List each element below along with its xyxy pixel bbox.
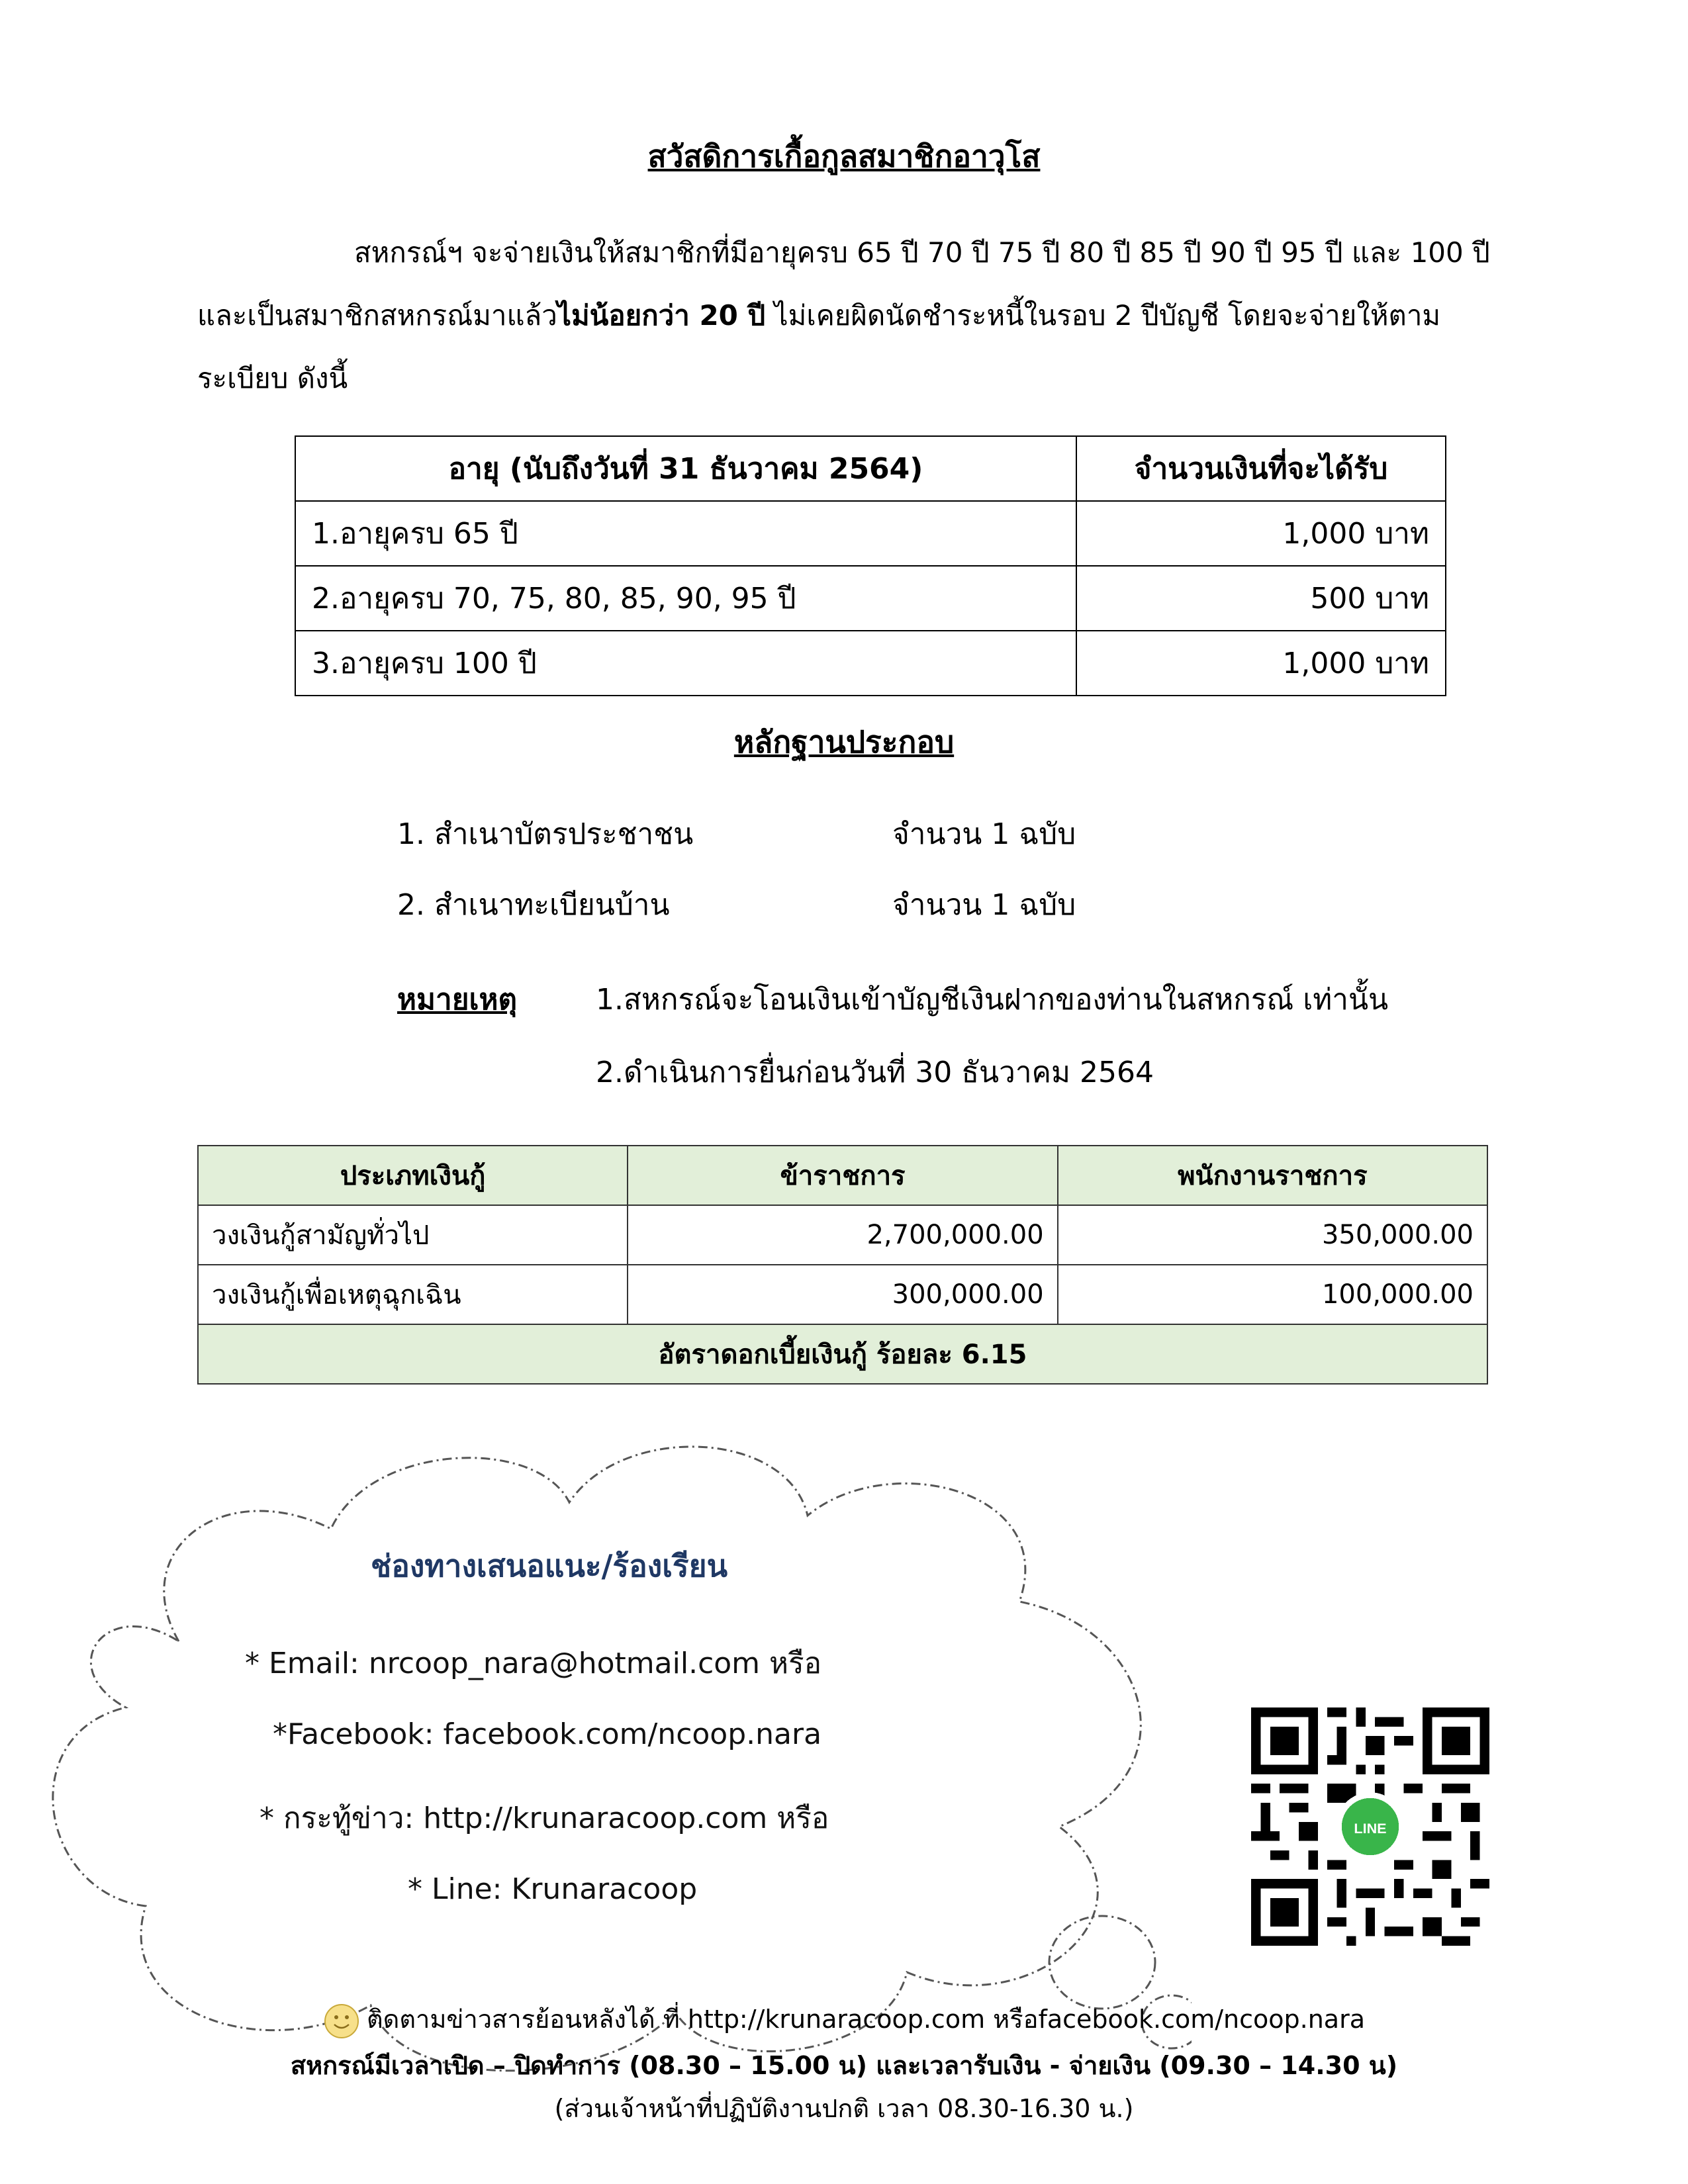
civil-servant-cell: 2,700,000.00 [628, 1205, 1057, 1265]
amount-cell: 500 บาท [1076, 566, 1446, 631]
document-qty: จำนวน 1 ฉบับ [892, 888, 1076, 922]
contact-webboard: * กระทู้ข่าว: http://krunaracoop.com หรือ [259, 1801, 829, 1835]
follow-news [0, 1999, 1688, 2040]
intro-line-2-start: และเป็นสมาชิกสหกรณ์มาแล้ว [197, 299, 557, 332]
loan-type-header: ประเภทเงินกู้ [198, 1146, 628, 1205]
intro-line-1: สหกรณ์ฯ จะจ่ายเงินให้สมาชิกที่มีอายุครบ 65 ปี 70 ปี 75 ปี 80 ปี 85 ปี 90 ปี 95 ปี และ 100 ปี [354, 236, 1490, 269]
page-title: สวัสดิการเกื้อกูลสมาชิกอาวุโส [647, 138, 1041, 174]
benefit-table [295, 435, 1446, 696]
line-logo-icon [1336, 1792, 1405, 1861]
line-qr-code [1251, 1707, 1489, 1946]
note-item: 1.สหกรณ์จะโอนเงินเข้าบัญชีเงินฝากของท่านในสหกรณ์ เท่านั้น [596, 983, 1389, 1017]
loan-table [197, 1145, 1488, 1385]
notes-label: หมายเหตุ [397, 983, 518, 1017]
table-row [198, 1324, 1487, 1384]
note-item: 2.ดำเนินการยื่นก่อนวันที่ 30 ธันวาคม 2564 [596, 1056, 1154, 1089]
smiley-icon [323, 2003, 360, 2040]
government-employee-cell: 100,000.00 [1058, 1265, 1487, 1324]
interest-rate-cell: อัตราดอกเบี้ยเงินกู้ ร้อยละ 6.15 [198, 1324, 1487, 1384]
loan-table-header [198, 1146, 1487, 1205]
intro-line-2-end: ไม่เคยผิดนัดชำระหนี้ในรอบ 2 ปีบัญชี โดยจะจ่ายให้ตาม [765, 299, 1441, 332]
cloud-callout [26, 1430, 1192, 2091]
contact-facebook: *Facebook: facebook.com/ncoop.nara [273, 1717, 822, 1751]
loan-type-cell: วงเงินกู้เพื่อเหตุฉุกเฉิน [198, 1265, 628, 1324]
staff-hours: (ส่วนเจ้าหน้าที่ปฏิบัติงานปกติ เวลา 08.30-16.30 น.) [554, 2094, 1134, 2123]
table-row [198, 1265, 1487, 1324]
table-row [198, 1205, 1487, 1265]
contact-line: * Line: Krunaracoop [408, 1872, 698, 1906]
document-name: 2. สำเนาทะเบียนบ้าน [397, 888, 670, 922]
intro-line-2-bold: ไม่น้อยกว่า 20 ปี [557, 299, 766, 332]
document-name: 1. สำเนาบัตรประชาชน [397, 817, 694, 851]
intro-line-2 [197, 285, 1440, 347]
age-cell: 1.อายุครบ 65 ปี [295, 501, 1076, 566]
civil-servant-cell: 300,000.00 [628, 1265, 1057, 1324]
follow-news-text: ติดตามข่าวสารย้อนหลังได้ ที่ http://krunaracoop.com หรือfacebook.com/ncoop.nara [366, 2005, 1366, 2034]
office-hours: สหกรณ์มีเวลาเปิด – ปิดทำการ (08.30 – 15.00 น) และเวลารับเงิน - จ่ายเงิน (09.30 – 14.30 น) [290, 2051, 1398, 2080]
age-cell: 2.อายุครบ 70, 75, 80, 85, 90, 95 ปี [295, 566, 1076, 631]
contact-email: * Email: nrcoop_nara@hotmail.com หรือ [245, 1647, 822, 1680]
table-row [295, 631, 1446, 696]
documents-title: หลักฐานประกอบ [733, 724, 955, 760]
intro-line-3: ระเบียบ ดังนี้ [197, 362, 348, 394]
table-row [295, 566, 1446, 631]
amount-cell: 1,000 บาท [1076, 501, 1446, 566]
government-employee-cell: 350,000.00 [1058, 1205, 1487, 1265]
line-logo-text: LINE [1354, 1820, 1387, 1837]
government-employee-header: พนักงานราชการ [1058, 1146, 1487, 1205]
benefit-table-header [295, 436, 1446, 501]
table-row [295, 501, 1446, 566]
loan-type-cell: วงเงินกู้สามัญทั่วไป [198, 1205, 628, 1265]
age-cell: 3.อายุครบ 100 ปี [295, 631, 1076, 696]
age-header: อายุ (นับถึงวันที่ 31 ธันวาคม 2564) [295, 436, 1076, 501]
amount-cell: 1,000 บาท [1076, 631, 1446, 696]
civil-servant-header: ข้าราชการ [628, 1146, 1057, 1205]
document-qty: จำนวน 1 ฉบับ [892, 817, 1076, 851]
amount-header: จำนวนเงินที่จะได้รับ [1076, 436, 1446, 501]
contact-title: ช่องทางเสนอแนะ/ร้องเรียน [371, 1548, 728, 1584]
